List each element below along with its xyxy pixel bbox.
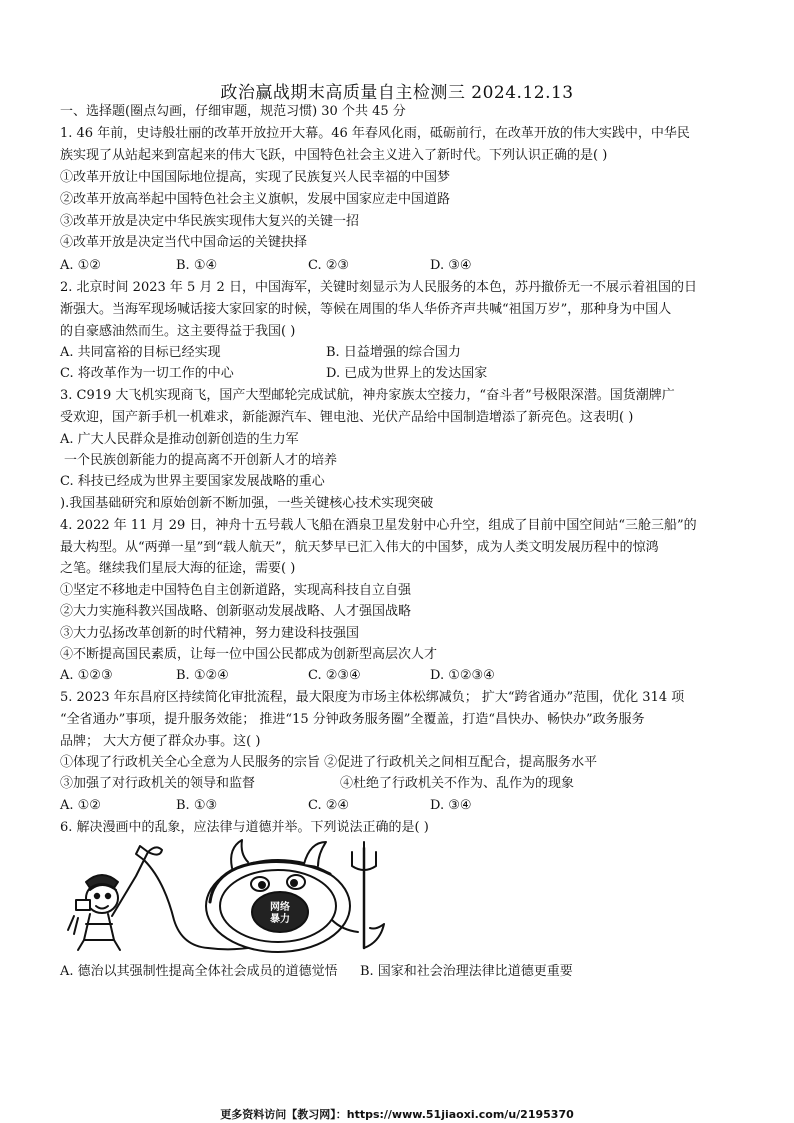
q1-stem-line-2: 族实现了从站起来到富起来的伟大飞跃，中国特色社会主义进入了新时代。下列认识正确的是( ) [60, 148, 608, 163]
cartoon-label-line-2: 暴力 [270, 914, 290, 925]
q2-option-b: B. 日益增强的综合国力 [326, 345, 461, 360]
q3-stem-line-1: 3. C919 大飞机实现商飞，国产大型邮轮完成试航，神舟家族太空接力，“奋斗者”号极限深潜。国货潮牌广 [60, 388, 675, 403]
q1-option-d: D. ③④ [430, 258, 472, 273]
q4-option-b: B. ①②④ [176, 668, 229, 683]
q2-stem-line-2: 渐强大。当海军现场喊话接大家回家的时候，等候在周围的华人华侨齐声共喊“祖国万岁”，那种身为中国人 [60, 302, 672, 317]
footer-link[interactable]: 更多资料访问【教习网】：https://www.51jiaoxi.com/u/2195370 [220, 1108, 574, 1121]
q5-option-d: D. ③④ [430, 798, 472, 813]
q4-statement-3: ③大力弘扬改革创新的时代精神，努力建设科技强国 [60, 626, 360, 641]
q3-option-d: ).我国基础研究和原始创新不断加强，一些关键核心技术实现突破 [60, 496, 434, 511]
q5-stem-line-2: “全省通办”事项，提升服务效能； 推进“15 分钟政务服务圈”全覆盖，打造“昌快办、畅快办”政务服务 [60, 712, 645, 727]
q5-statement-4: ④杜绝了行政机关不作为、乱作为的现象 [340, 776, 575, 791]
q4-stem-line-2: 最大构型。从“两弹一星”到“载人航天”，航天梦早已汇入伟大的中国梦，成为人类文明发展历程中的惊鸿 [60, 540, 659, 555]
q4-option-d: D. ①②③④ [430, 668, 495, 683]
q6-stem: 6. 解决漫画中的乱象，应法律与道德并举。下列说法正确的是( ) [60, 820, 429, 835]
q4-stem-line-3: 之笔。继续我们星辰大海的征途，需要( ) [60, 561, 296, 576]
q5-option-c: C. ②④ [308, 798, 350, 813]
q3-option-c: C. 科技已经成为世界主要国家发展战略的重心 [60, 474, 325, 489]
q5-stem-line-3: 品牌； 大大方便了群众办事。这( ) [60, 734, 261, 749]
q4-statement-4: ④不断提高国民素质，让每一位中国公民都成为创新型高层次人才 [60, 647, 438, 662]
q1-statement-4: ④改革开放是决定当代中国命运的关键抉择 [60, 235, 308, 250]
q5-stem-line-1: 5. 2023 年东昌府区持续简化审批流程，最大限度为市场主体松绑减负； 扩大“跨省通办”范围，优化 314 项 [60, 690, 685, 705]
q5-statement-3: ③加强了对行政机关的领导和监督 [60, 776, 256, 791]
cartoon-label-line-1: 网络 [270, 902, 290, 913]
q1-option-a: A. ①② [60, 258, 101, 273]
q3-option-b: 一个民族创新能力的提高离不开创新人才的培养 [64, 453, 338, 468]
q4-option-c: C. ②③④ [308, 668, 361, 683]
q2-stem-line-1: 2. 北京时间 2023 年 5 月 2 日，中国海军，关键时刻显示为人民服务的本色，苏丹撤侨无一不展示着祖国的日 [60, 280, 697, 295]
q1-statement-1: ①改革开放让中国国际地位提高，实现了民族复兴人民幸福的中国梦 [60, 170, 451, 185]
q3-option-a: A. 广大人民群众是推动创新创造的生力军 [60, 432, 299, 447]
q4-statement-2: ②大力实施科教兴国战略、创新驱动发展战略、人才强国战略 [60, 604, 412, 619]
q2-stem-line-3: 的自豪感油然而生。这主要得益于我国( ) [60, 324, 296, 339]
q4-stem-line-1: 4. 2022 年 11 月 29 日，神舟十五号载人飞船在酒泉卫星发射中心升空，组成了目前中国空间站“三舱三船”的 [60, 518, 697, 533]
q1-option-b: B. ①④ [176, 258, 218, 273]
cyber-violence-cartoon [64, 838, 410, 962]
q5-option-b: B. ①③ [176, 798, 218, 813]
section-header: 一、选择题(圈点勾画，仔细审题，规范习惯) 30 个共 45 分 [60, 104, 406, 119]
q1-statement-2: ②改革开放高举起中国特色社会主义旗帜，发展中国家应走中国道路 [60, 192, 451, 207]
q4-statement-1: ①坚定不移地走中国特色自主创新道路，实现高科技自立自强 [60, 583, 412, 598]
q5-statements-1-2: ①体现了行政机关全心全意为人民服务的宗旨 ②促进了行政机关之间相互配合，提高服务水平 [60, 755, 598, 770]
q6-option-b: B. 国家和社会治理法律比道德更重要 [359, 964, 573, 979]
q1-statement-3: ③改革开放是决定中华民族实现伟大复兴的关键一招 [60, 214, 360, 229]
q2-option-c: C. 将改革作为一切工作的中心 [60, 366, 234, 381]
q5-option-a: A. ①② [60, 798, 101, 813]
q1-option-c: C. ②③ [308, 258, 350, 273]
q6-options-row [60, 962, 750, 982]
page-title: 政治赢战期末高质量自主检测三 2024.12.13 [220, 83, 574, 103]
q2-option-a: A. 共同富裕的目标已经实现 [60, 345, 221, 360]
q3-stem-line-2: 受欢迎，国产新手机一机难求，新能源汽车、锂电池、光伏产品给中国制造增添了新亮色。这表明( ) [60, 410, 634, 425]
q4-option-a: A. ①②③ [60, 668, 113, 683]
q2-option-d: D. 已成为世界上的发达国家 [326, 366, 488, 381]
q6-option-a: A. 德治以其强制性提高全体社会成员的道德觉悟 [60, 964, 338, 979]
q1-stem-line-1: 1. 46 年前，史诗般壮丽的改革开放拉开大幕。46 年春风化雨，砥砺前行，在改革开放的伟大实践中，中华民 [60, 126, 690, 141]
